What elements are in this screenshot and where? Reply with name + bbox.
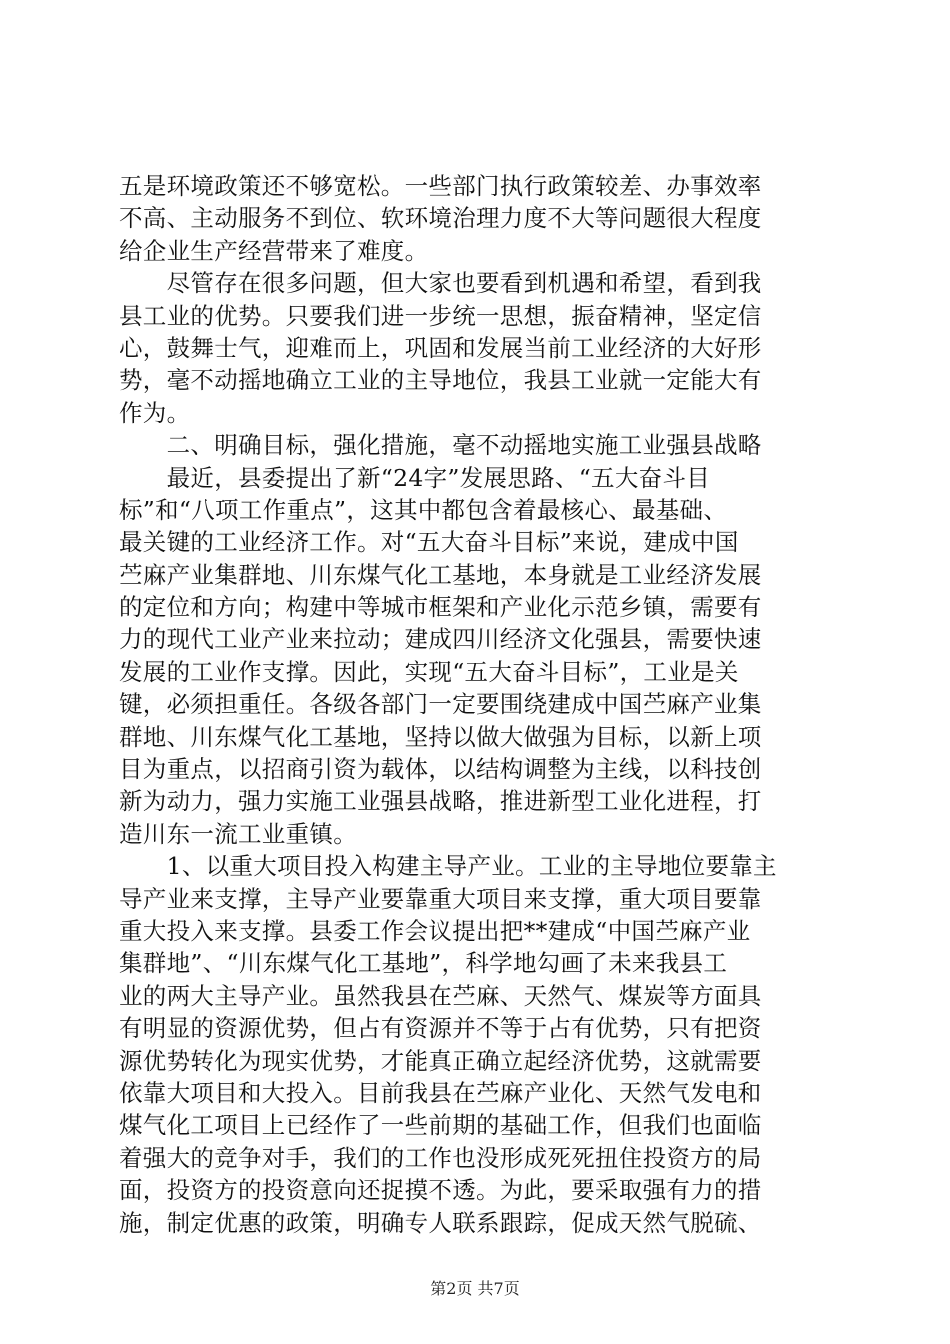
text-line: 标”和“八项工作重点”，这其中都包含着最核心、最基础、 bbox=[119, 495, 728, 524]
text-line: 源优势转化为现实优势，才能真正确立起经济优势，这就需要 bbox=[119, 1046, 762, 1075]
text-line: 的定位和方向；构建中等城市框架和产业化示范乡镇，需要有 bbox=[119, 593, 762, 622]
page-footer: 第2页 共7页 bbox=[430, 1279, 520, 1298]
text-line: 目为重点，以招商引资为载体，以结构调整为主线，以科技创 bbox=[119, 755, 762, 784]
text-line: 着强大的竞争对手，我们的工作也没形成死死扭住投资方的局 bbox=[119, 1143, 762, 1172]
text-line: 键，必须担重任。各级各部门一定要围绕建成中国苎麻产业集 bbox=[119, 690, 762, 719]
text-line: 导产业来支撑，主导产业要靠重大项目来支撑，重大项目要靠 bbox=[119, 884, 762, 913]
text-line: 煤气化工项目上已经作了一些前期的基础工作，但我们也面临 bbox=[119, 1111, 762, 1140]
text-line: 二、明确目标，强化措施，毫不动摇地实施工业强县战略 bbox=[119, 431, 762, 460]
text-line: 1、以重大项目投入构建主导产业。工业的主导地位要靠主 bbox=[119, 852, 777, 881]
text-line: 发展的工业作支撑。因此，实现“五大奋斗目标”，工业是关 bbox=[119, 657, 739, 686]
text-line: 心，鼓舞士气，迎难而上，巩固和发展当前工业经济的大好形 bbox=[119, 333, 762, 362]
text-line: 新为动力，强力实施工业强县战略，推进新型工业化进程，打 bbox=[119, 787, 762, 816]
text-line: 不高、主动服务不到位、软环境治理力度不大等问题很大程度 bbox=[119, 204, 762, 233]
text-line: 施，制定优惠的政策，明确专人联系跟踪，促成天然气脱硫、 bbox=[119, 1208, 762, 1237]
text-line: 最关键的工业经济工作。对“五大奋斗目标”来说，建成中国 bbox=[119, 528, 739, 557]
text-line: 县工业的优势。只要我们进一步统一思想，振奋精神，坚定信 bbox=[119, 301, 762, 330]
text-line: 最近，县委提出了新“24字”发展思路、“五大奋斗目 bbox=[119, 463, 711, 492]
text-line: 集群地”、“川东煤气化工基地”，科学地勾画了未来我县工 bbox=[119, 949, 728, 978]
text-line: 重大投入来支撑。县委工作会议提出把**建成“中国苎麻产业 bbox=[119, 916, 751, 945]
text-line: 五是环境政策还不够宽松。一些部门执行政策较差、办事效率 bbox=[119, 172, 762, 200]
text-line: 面，投资方的投资意向还捉摸不透。为此，要采取强有力的措 bbox=[119, 1176, 762, 1205]
text-line: 依靠大项目和大投入。目前我县在苎麻产业化、天然气发电和 bbox=[119, 1078, 762, 1107]
text-line: 作为。 bbox=[119, 398, 191, 427]
text-line: 群地、川东煤气化工基地，坚持以做大做强为目标，以新上项 bbox=[119, 722, 762, 751]
text-line: 造川东一流工业重镇。 bbox=[119, 819, 357, 848]
text-line: 尽管存在很多问题，但大家也要看到机遇和希望，看到我 bbox=[119, 269, 762, 298]
body-text bbox=[119, 170, 831, 1239]
text-line: 力的现代工业产业来拉动；建成四川经济文化强县，需要快速 bbox=[119, 625, 762, 654]
text-line: 有明显的资源优势，但占有资源并不等于占有优势，只有把资 bbox=[119, 1014, 762, 1043]
text-line: 势，毫不动摇地确立工业的主导地位，我县工业就一定能大有 bbox=[119, 366, 762, 395]
text-line: 业的两大主导产业。虽然我县在苎麻、天然气、煤炭等方面具 bbox=[119, 981, 762, 1010]
text-line: 苎麻产业集群地、川东煤气化工基地，本身就是工业经济发展 bbox=[119, 560, 762, 589]
text-line: 给企业生产经营带来了难度。 bbox=[119, 236, 429, 265]
